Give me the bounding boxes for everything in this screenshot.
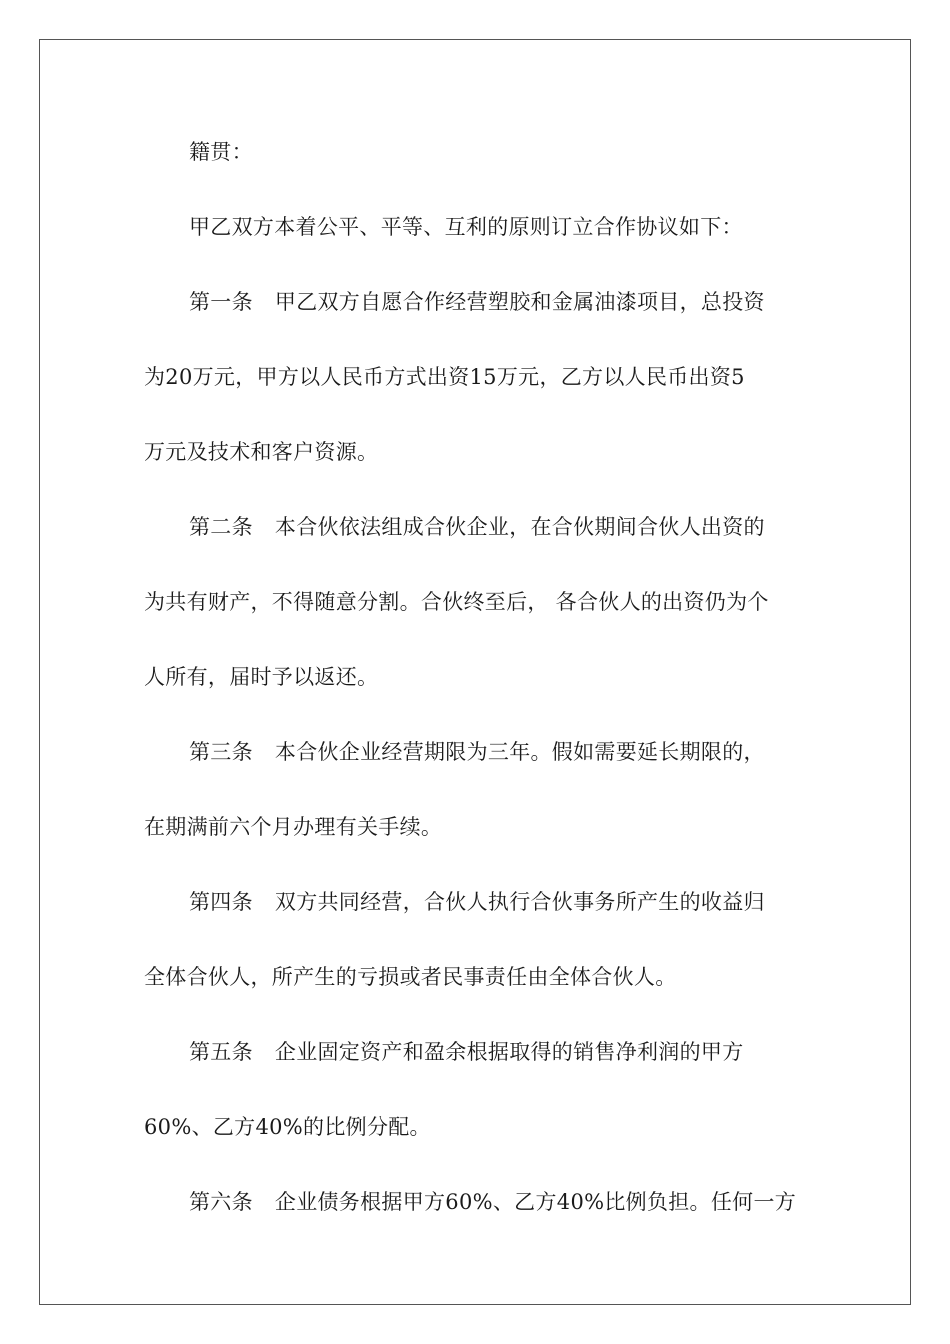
text-run: 60%、乙方40%的比例分配。 (144, 1115, 431, 1139)
article-3-line-1 (189, 737, 765, 767)
text-run: 籍贯： (189, 140, 253, 164)
article-number: 第五条 (189, 1040, 253, 1064)
text-run: 本合伙企业经营期限为三年。假如需要延长期限的， (274, 740, 765, 764)
article-number: 第三条 (189, 740, 253, 764)
text-run: 为共有财产，不得随意分割。合伙终至后， 各合伙人的出资仍为个 (144, 590, 769, 614)
text-run: 全体合伙人，所产生的亏损或者民事责任由全体合伙人。 (144, 965, 677, 989)
text-run: 企业固定资产和盈余根据取得的销售净利润的甲方 (274, 1040, 744, 1064)
text-line-native-place (189, 137, 253, 167)
article-number: 第四条 (189, 890, 253, 914)
text-run: 本合伙依法组成合伙企业，在合伙期间合伙人出资的 (274, 515, 765, 539)
article-4-line-1 (189, 887, 765, 917)
article-2-line-2 (144, 587, 769, 617)
article-6-line-1 (189, 1187, 796, 1217)
article-1-line-2 (144, 362, 745, 392)
article-4-line-2 (144, 962, 677, 992)
article-1-line-3 (144, 437, 378, 467)
text-line-preamble (189, 212, 743, 242)
text-run: 为20万元，甲方以人民币方式出资15万元，乙方以人民币出资5 (144, 365, 745, 389)
article-1-line-1 (189, 287, 765, 317)
text-run: 双方共同经营，合伙人执行合伙事务所产生的收益归 (274, 890, 765, 914)
article-5-line-1 (189, 1037, 744, 1067)
text-run: 甲乙双方自愿合作经营塑胶和金属油漆项目，总投资 (274, 290, 765, 314)
article-2-line-3 (144, 662, 378, 692)
text-run: 万元及技术和客户资源。 (144, 440, 379, 464)
text-run: 企业债务根据甲方60%、乙方40%比例负担。任何一方 (274, 1190, 797, 1214)
text-run: 甲乙双方本着公平、平等、互利的原则订立合作协议如下： (189, 215, 743, 239)
text-run: 在期满前六个月办理有关手续。 (144, 815, 443, 839)
article-number: 第六条 (189, 1190, 253, 1214)
article-5-line-2 (144, 1112, 431, 1142)
article-number: 第一条 (189, 290, 253, 314)
article-number: 第二条 (189, 515, 253, 539)
text-run: 人所有，届时予以返还。 (144, 665, 379, 689)
article-3-line-2 (144, 812, 442, 842)
article-2-line-1 (189, 512, 765, 542)
